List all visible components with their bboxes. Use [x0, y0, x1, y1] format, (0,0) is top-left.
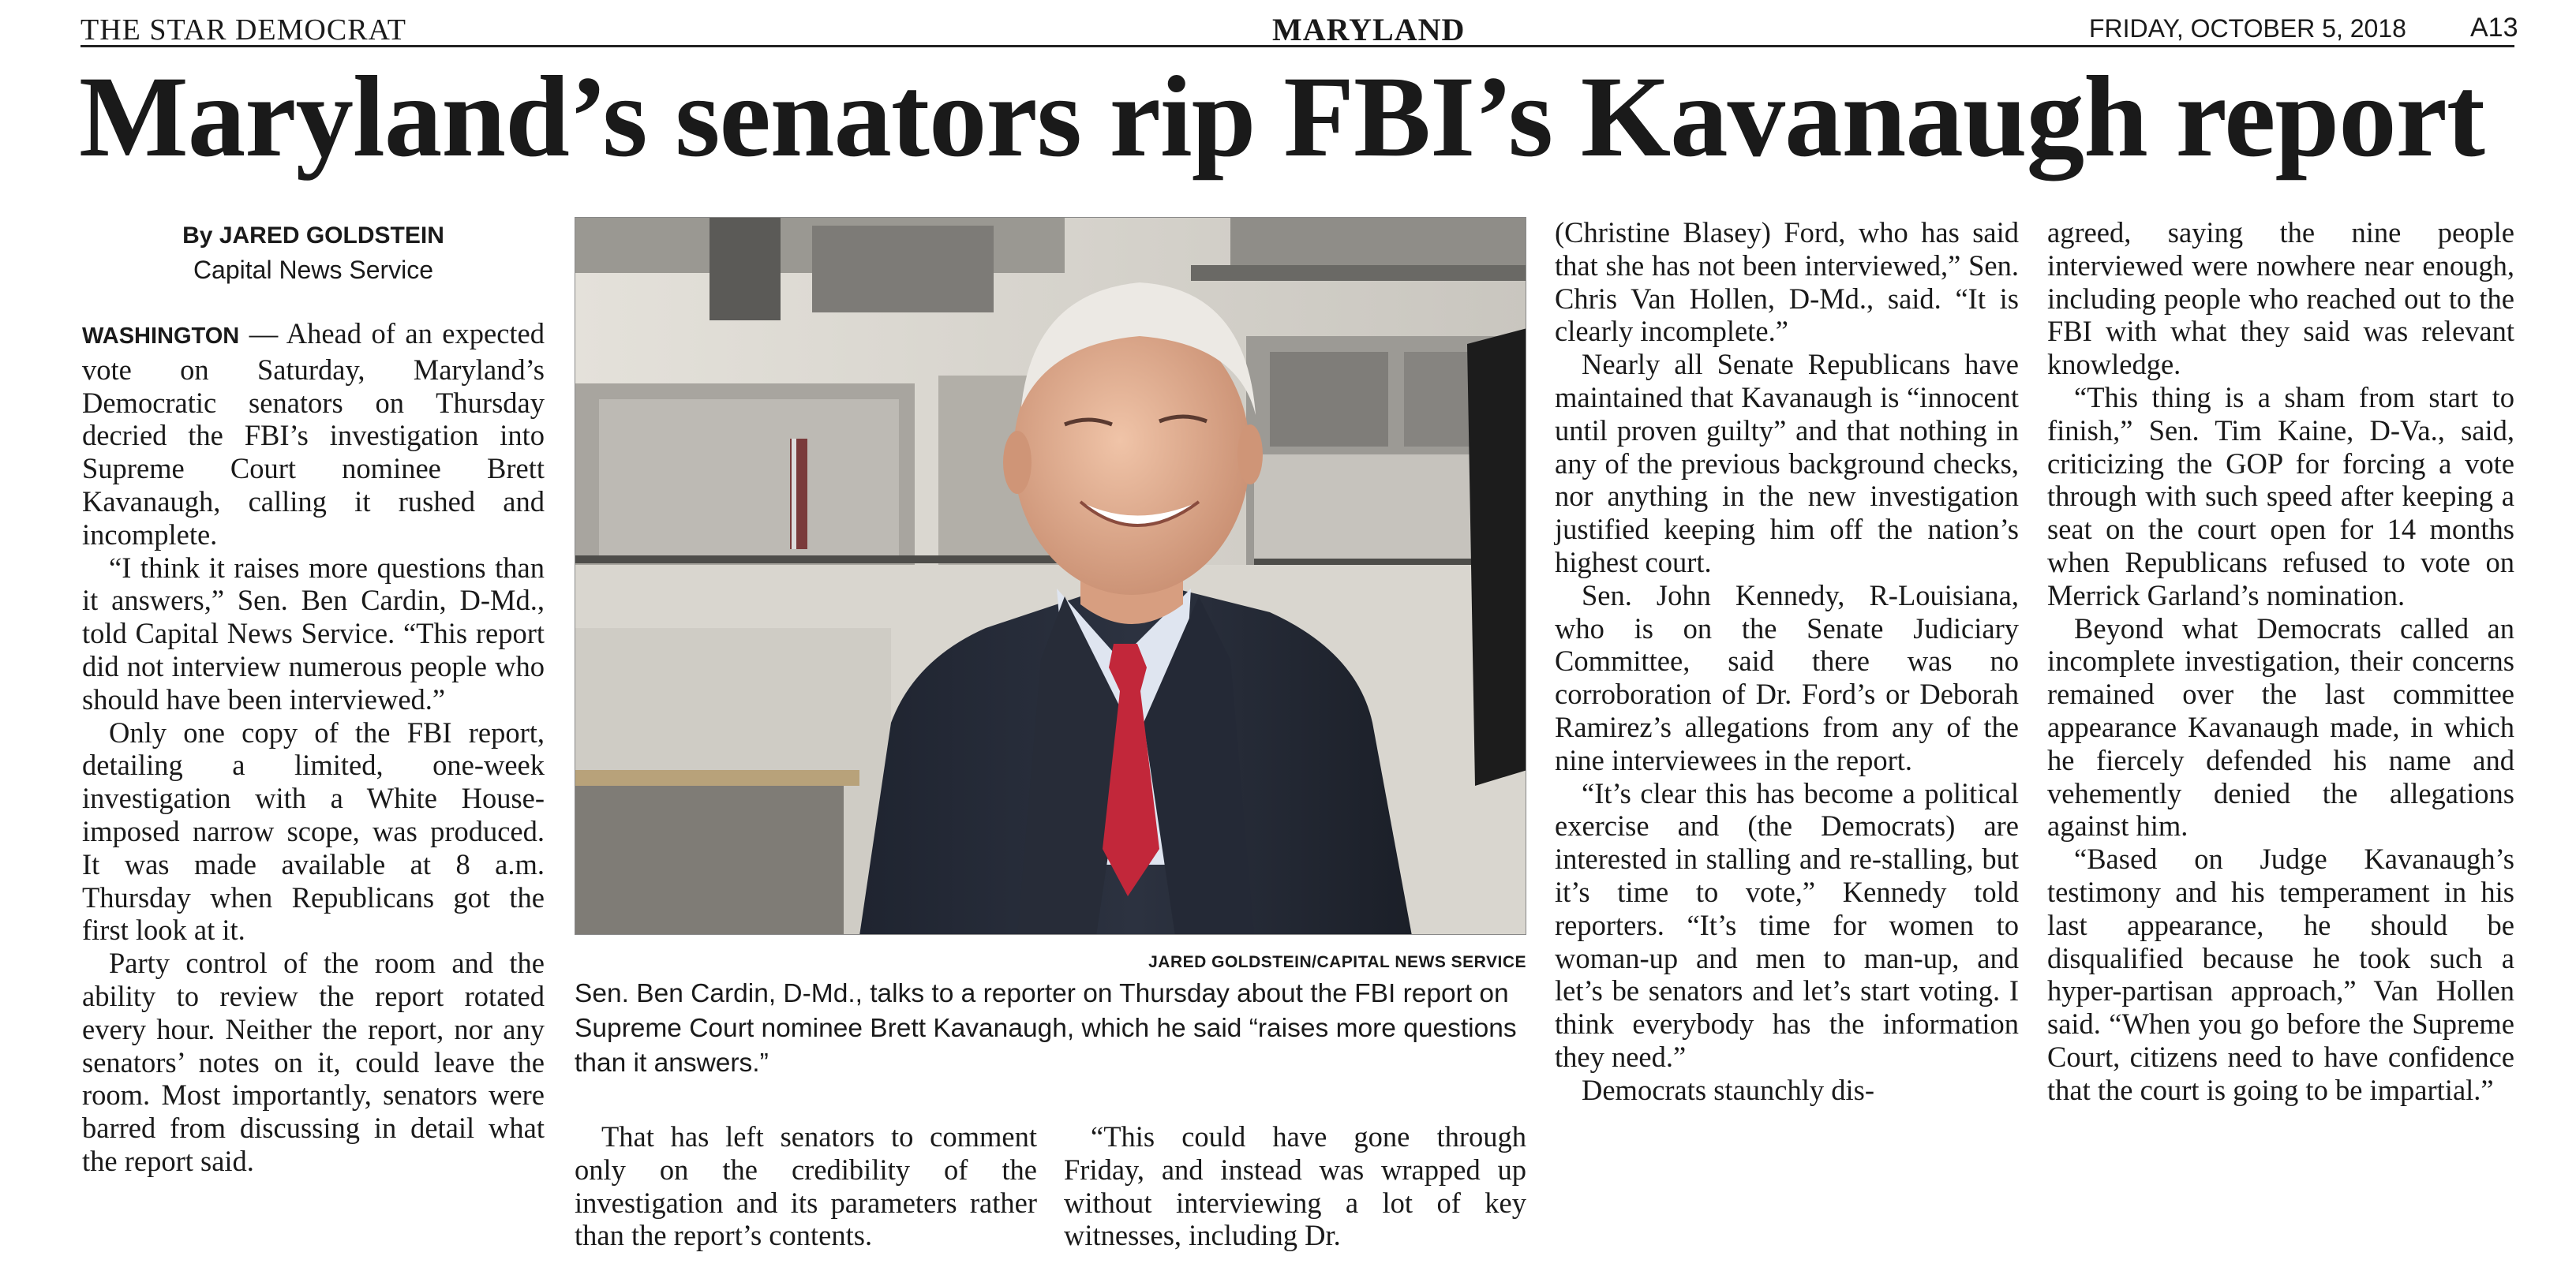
- article-column-3: [1064, 1120, 1526, 1252]
- byline: [82, 222, 545, 285]
- article-paragraph: Democrats staunchly dis-: [1582, 1073, 1874, 1106]
- photo-credit: JARED GOLDSTEIN/CAPITAL NEWS SERVICE: [1148, 953, 1526, 971]
- section-name: MARYLAND: [1272, 12, 1466, 47]
- dateline: WASHINGTON: [82, 323, 240, 349]
- article-column-1: [82, 317, 545, 1178]
- article-paragraph: agreed, saying the nine people interviewed were nowhere near enough, including people who reached out to the FBI with what they said was relevant knowledge.: [2047, 216, 2514, 381]
- article-paragraph: (Christine Blasey) Ford, who has said that she has not been interviewed,” Sen. Chris Van Hollen, D-Md., said. “It is clearly incomplete.”: [1555, 216, 2019, 348]
- article-paragraph: Sen. John Kennedy, R-Louisiana, who is on the Senate Judiciary Committee, said there was no corroboration of Dr. Ford’s or Deborah Ramirez’s allegations from any of the nine interviewees in the report.: [1555, 578, 2019, 776]
- article-column-4: [1555, 216, 2019, 1107]
- article-paragraph: [82, 317, 545, 551]
- article-paragraph: “This thing is a sham from start to finish,” Sen. Tim Kaine, D-Va., said, criticizing the GOP for forcing a vote through with such speed after keeping a seat on the court open for 14 months when Republicans refused to vote on Merrick Garland’s nomination.: [2047, 380, 2514, 611]
- article-paragraph: “It’s clear this has become a political exercise and (the Democrats) are interested in stalling and re-stalling, but it’s time to vote,” Kennedy told reporters. “It’s time for women to woman-up and men to man-up, and let’s be senators and let’s start voting. I think everybody has the information they need.”: [1555, 776, 2019, 1073]
- article-photo: [575, 217, 1526, 935]
- article-column-5: [2047, 216, 2514, 1107]
- headline: Maryland’s senators rip FBI’s Kavanaugh report: [79, 52, 2484, 181]
- article-paragraph: “This could have gone through Friday, and instead was wrapped up without interviewing a lot of key witnesses, including Dr.: [1064, 1120, 1526, 1252]
- page-number: A13: [2470, 13, 2518, 43]
- article-paragraph: Party control of the room and the ability to review the report rotated every hour. Neither the report, nor any senators’ notes on it, could leave the room. Most importantly, senators were barred from discussing in detail what the report said.: [82, 947, 545, 1177]
- masthead: [80, 11, 2518, 47]
- newspaper-name: THE STAR DEMOCRAT: [80, 13, 406, 47]
- lead-text: — Ahead of an expected vote on Saturday, Maryland’s Democratic senators on Thursday decried the FBI’s investigation into Supreme Court nominee Brett Kavanaugh, calling it rushed and incomplete.: [82, 317, 545, 551]
- photo-senator-cardin-image: [575, 218, 1526, 935]
- article-paragraph: Beyond what Democrats called an incomplete investigation, their concerns remained over the last committee appearance Kavanaugh made, in which he fiercely defended his name and vehemently denied the allegations against him.: [2047, 611, 2514, 843]
- article-paragraph: That has left senators to comment only on the credibility of the investigation and its parameters rather than the report’s contents.: [575, 1120, 1037, 1252]
- article-paragraph: “I think it raises more questions than it answers,” Sen. Ben Cardin, D-Md., told Capital News Service. “This report did not interview numerous people who should have been interviewed.”: [82, 551, 545, 716]
- article-paragraph: Nearly all Senate Republicans have maintained that Kavanaugh is “innocent until proven guilty” and that nothing in any of the previous background checks, nor anything in the new investigation justified keeping him off the nation’s highest court.: [1555, 348, 2019, 578]
- photo-caption: Sen. Ben Cardin, D-Md., talks to a reporter on Thursday about the FBI report on Supreme Court nominee Brett Kavanaugh, which he said “raises more questions than it answers.”: [575, 979, 1517, 1078]
- byline-author: By JARED GOLDSTEIN: [182, 222, 444, 249]
- article-paragraph: “Based on Judge Kavanaugh’s testimony and his temperament in his last appearance, he should be disqualified because he took such a hyper-partisan approach,” Van Hollen said. “When you go before the Supreme Court, citizens need to have confidence that the court is going to be impartial.”: [2047, 843, 2514, 1106]
- issue-date: FRIDAY, OCTOBER 5, 2018: [2089, 14, 2406, 43]
- byline-organization: Capital News Service: [193, 256, 434, 284]
- article-column-2: [575, 1120, 1037, 1252]
- article-paragraph: Only one copy of the FBI report, detailing a limited, one-week investigation with a White House-imposed narrow scope, was produced. It was made available at 8 a.m. Thursday when Republicans got the first look at it.: [82, 716, 545, 947]
